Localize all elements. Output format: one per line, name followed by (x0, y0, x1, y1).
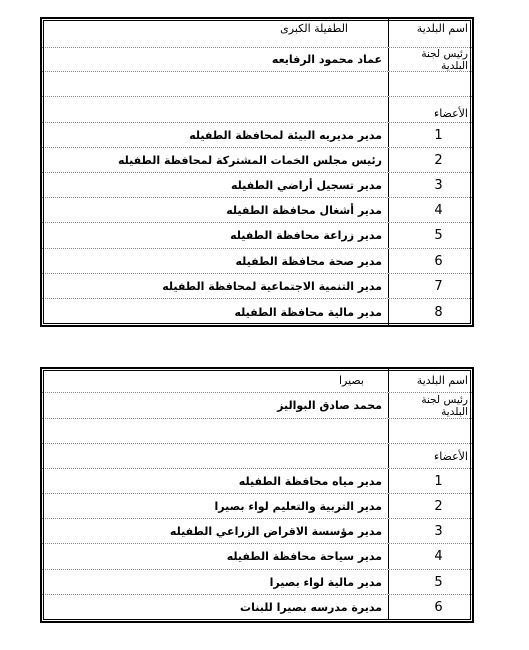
municipality-table-busaira (40, 367, 474, 623)
member-row (42, 544, 472, 570)
member-name: مدير صحة محافظة الطفيله (235, 254, 382, 268)
member-row (42, 249, 472, 274)
member-name: مدير مالية لواء بصيرا (269, 575, 382, 589)
member-name: مدير مؤسسة الاقراض الزراعي الطفيله (169, 524, 382, 538)
member-number: 3 (388, 519, 472, 543)
head-value: محمد صادق البواليز (277, 399, 382, 412)
member-number: 5 (388, 570, 472, 594)
members-header-row (42, 444, 472, 469)
member-row (42, 198, 472, 223)
members-header-row (42, 97, 472, 123)
municipality-label: اسم البلدية (388, 369, 472, 392)
member-row (42, 494, 472, 519)
head-label: رئيس لجنة البلدية (388, 393, 472, 418)
member-name: مدير مياه محافظة الطفيله (238, 474, 382, 488)
member-name: مدير زراعة محافظة الطفيله (230, 229, 382, 242)
head-value: عماد محمود الرفايعه (271, 53, 382, 66)
member-number: 4 (388, 198, 472, 222)
member-row (42, 570, 472, 595)
members-label: الأعضاء (388, 444, 472, 468)
head-row (42, 393, 472, 419)
member-name: مدير مديريه البيئة لمحافظة الطفيله (189, 128, 382, 142)
member-name: مدير التربية والتعليم لواء بصيرا (214, 499, 382, 513)
member-number: 6 (388, 249, 472, 273)
member-row (42, 173, 472, 198)
municipality-row (42, 369, 472, 393)
member-name: مدير سياحة محافظة الطفيله (226, 550, 382, 563)
member-number: 1 (388, 123, 472, 147)
member-number: 1 (388, 469, 472, 493)
blank-row (42, 419, 472, 444)
member-number: 2 (388, 148, 472, 172)
member-number: 6 (388, 595, 472, 619)
members-label: الأعضاء (388, 97, 472, 122)
municipality-table-tafila (40, 17, 474, 327)
member-row (42, 223, 472, 249)
member-number: 2 (388, 494, 472, 518)
member-name: مديرة مدرسه بصيرا للبنات (240, 600, 382, 614)
municipality-label: اسم البلدية (388, 19, 472, 47)
member-row (42, 123, 472, 148)
head-row (42, 48, 472, 72)
member-number: 3 (388, 173, 472, 197)
member-row (42, 299, 472, 325)
member-row (42, 148, 472, 173)
member-name: مدير التنمية الاجتماعية لمحافظة الطفيله (162, 279, 382, 293)
municipality-value: بصيرا (338, 374, 364, 387)
member-row (42, 469, 472, 494)
member-name: مدير أشغال محافظة الطفيله (226, 203, 382, 217)
member-row (42, 274, 472, 299)
member-row (42, 519, 472, 544)
member-name: مدير تسجيل أراضي الطفيله (230, 178, 382, 192)
member-number: 8 (388, 299, 472, 325)
member-name: رئيس مجلس الخمات المشتركة لمحافظة الطفيله (117, 153, 382, 167)
member-number: 5 (388, 223, 472, 248)
municipality-row (42, 19, 472, 48)
member-name: مدير مالية محافظة الطفيله (234, 305, 382, 319)
member-row (42, 595, 472, 619)
member-number: 4 (388, 544, 472, 569)
blank-row (42, 72, 472, 97)
head-label: رئيس لجنة البلدية (388, 48, 472, 71)
municipality-value: الطفيلة الكبرى (280, 22, 348, 35)
member-number: 7 (388, 274, 472, 298)
